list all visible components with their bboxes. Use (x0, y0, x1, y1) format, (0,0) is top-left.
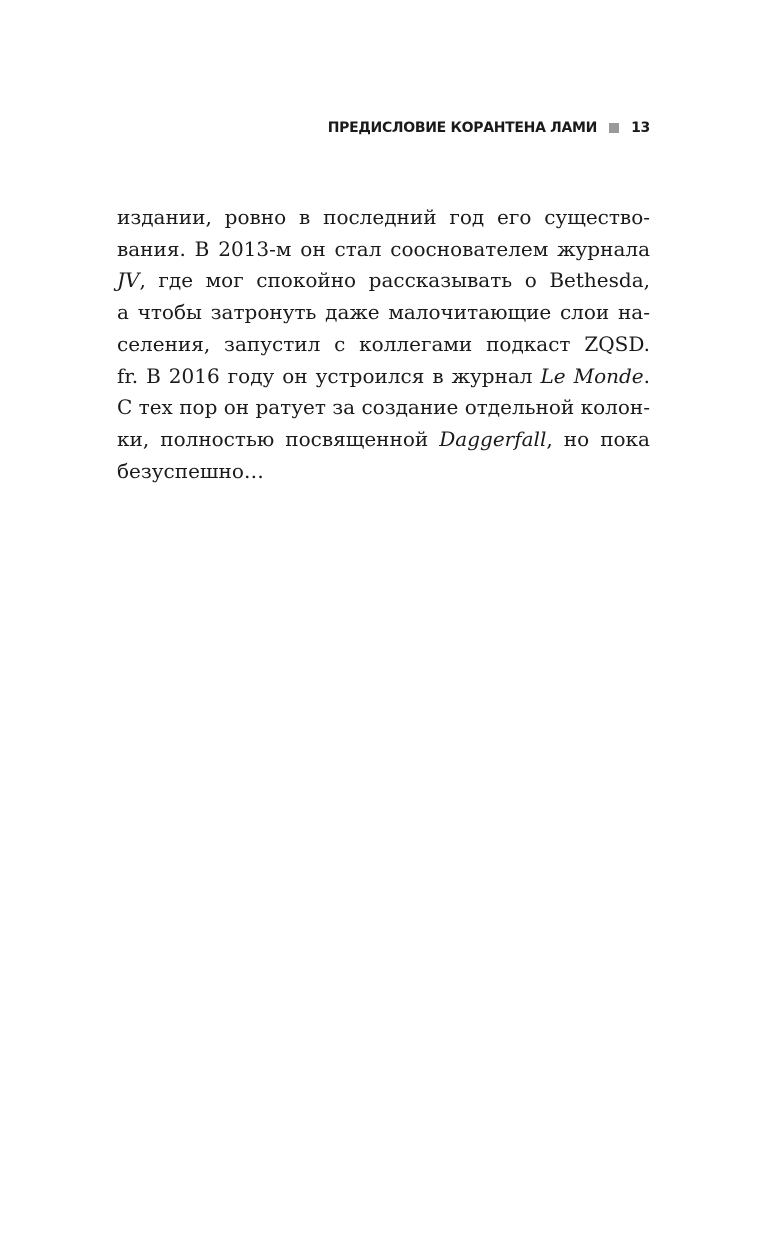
square-separator-icon (609, 123, 619, 133)
page-number: 13 (631, 120, 650, 136)
text-line (117, 234, 650, 266)
text-run: fr. В 2016 году он устроился в журнал (117, 363, 541, 388)
text-line (117, 297, 650, 329)
text-run: , но пока (546, 426, 650, 451)
text-line (117, 392, 650, 424)
chapter-title: ПРЕДИСЛОВИЕ КОРАНТЕНА ЛАМИ (327, 120, 598, 136)
text-run: . (643, 363, 651, 388)
text-run: , где мог спокойно рассказывать о Bethesda, (139, 268, 650, 293)
text-run: издании, ровно в последний год его существо- (117, 205, 650, 229)
text-run: вания. В 2013-м он стал сооснователем журнала (117, 236, 650, 261)
italic-title: Le Monde (540, 363, 644, 388)
text-line (117, 456, 650, 488)
text-run: а чтобы затронуть даже малочитающие слои на- (117, 300, 650, 325)
text-line (117, 202, 650, 234)
body-paragraph (117, 202, 650, 487)
text-line (117, 265, 650, 297)
text-run: С тех пор он ратует за создание отдельной колон- (117, 395, 650, 420)
running-header (328, 120, 650, 136)
italic-title: JV (117, 268, 140, 293)
text-run: селения, запустил с коллегами подкаст ZQSD. (117, 331, 650, 356)
text-line (117, 329, 650, 361)
text-line (117, 361, 650, 393)
text-run: ки, полностью посвященной (117, 426, 440, 451)
italic-title: Daggerfall (439, 426, 547, 451)
text-run: безуспешно… (117, 458, 264, 483)
text-line (117, 424, 650, 456)
